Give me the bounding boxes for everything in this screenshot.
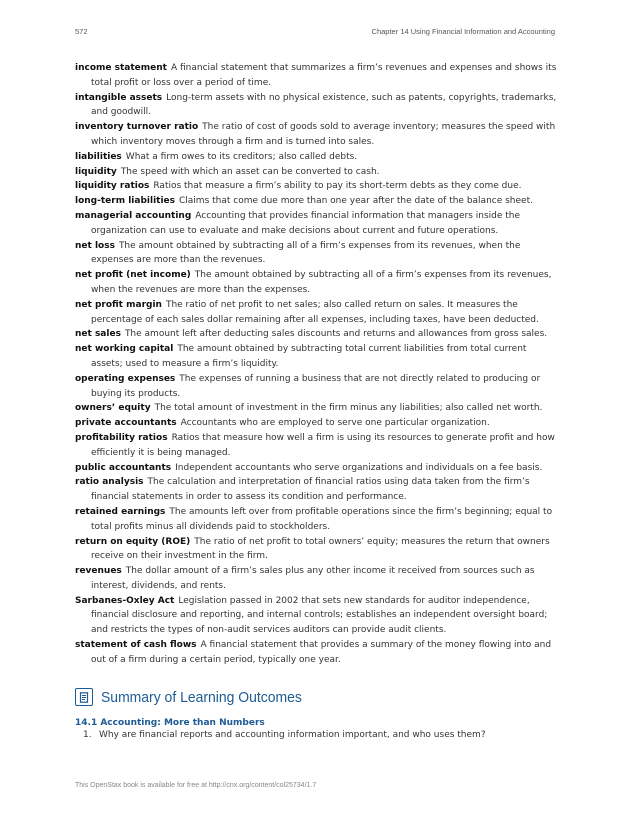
- glossary-definition: The speed with which an asset can be converted to cash.: [120, 166, 380, 177]
- glossary-definition: Accounting that provides financial information that managers inside the organization can use to evaluate and make decisions about current and future operations.: [91, 210, 521, 236]
- glossary-term: managerial accounting: [75, 210, 192, 221]
- glossary-entry: [75, 298, 557, 328]
- glossary-definition: The amount obtained by subtracting all of a firm’s expenses from its revenues, when the expenses are more than the revenues.: [91, 240, 521, 266]
- glossary-entry: [75, 638, 557, 668]
- chapter-title: Chapter 14 Using Financial Information and Accounting: [371, 27, 555, 36]
- glossary-definition: Legislation passed in 2002 that sets new standards for auditor independence, financial disclosure and reporting, and internal controls; establishes an independent oversight board; and restricts the types of non-audit services auditors can provide audit clients.: [91, 595, 548, 636]
- question-number: 1.: [83, 730, 92, 740]
- glossary-entry: [75, 268, 557, 298]
- glossary-entry: [75, 194, 557, 209]
- glossary-term: ratio analysis: [75, 477, 144, 488]
- glossary-entry: [75, 416, 557, 431]
- glossary-term: net profit (net income): [75, 270, 191, 281]
- glossary-definition: Accountants who are employed to serve one particular organization.: [180, 418, 490, 429]
- glossary-term: net working capital: [75, 344, 174, 355]
- glossary-entry: [75, 120, 557, 150]
- glossary-entry: [75, 327, 557, 342]
- glossary-term: return on equity (ROE): [75, 536, 191, 547]
- glossary-term: public accountants: [75, 462, 172, 473]
- glossary-term: intangible assets: [75, 92, 163, 103]
- glossary-term: revenues: [75, 566, 122, 577]
- glossary-entry: [75, 461, 557, 476]
- glossary-term: owners’ equity: [75, 403, 151, 414]
- glossary-definition: A financial statement that summarizes a firm’s revenues and expenses and shows its total profit or loss over a period of time.: [91, 63, 557, 88]
- glossary-definition: The expenses of running a business that are not directly related to producing or buying its products.: [91, 373, 541, 399]
- glossary-term: liquidity ratios: [75, 181, 150, 192]
- glossary-entry: [75, 165, 557, 180]
- glossary-term: liabilities: [75, 151, 122, 162]
- glossary-entry: [75, 475, 557, 505]
- glossary-entry: [75, 535, 557, 565]
- document-icon: [75, 688, 93, 706]
- glossary-entry: [75, 505, 557, 535]
- glossary-term: net loss: [75, 240, 115, 251]
- glossary-term: long-term liabilities: [75, 196, 175, 207]
- glossary-definition: A financial statement that provides a summary of the money flowing into and out of a firm during a certain period, typically one year.: [91, 640, 552, 665]
- glossary-term: private accountants: [75, 418, 177, 429]
- question-item: [75, 730, 557, 740]
- glossary-term: net sales: [75, 329, 121, 340]
- glossary-definition: Independent accountants who serve organizations and individuals on a fee basis.: [175, 462, 543, 473]
- glossary-entry: [75, 209, 557, 239]
- glossary-definition: Long-term assets with no physical existence, such as patents, copyrights, trademarks, and goodwill.: [91, 92, 557, 118]
- glossary-entry: [75, 431, 557, 461]
- glossary-definition: Ratios that measure how well a firm is using its resources to generate profit and how efficiently it is being managed.: [91, 432, 555, 458]
- glossary-term: inventory turnover ratio: [75, 122, 199, 133]
- summary-header: [75, 684, 557, 710]
- glossary-entry: [75, 372, 557, 402]
- glossary-entry: [75, 61, 557, 91]
- glossary-entry: [75, 594, 557, 638]
- summary-title: Summary of Learning Outcomes: [101, 688, 302, 706]
- glossary-definition: The amount left after deducting sales discounts and returns and allowances from gross sales.: [124, 329, 548, 340]
- glossary-definition: The ratio of net profit to net sales; also called return on sales. It measures the percentage of each sales dollar remaining after all expenses, including taxes, have been deducted.: [91, 299, 539, 325]
- page-header: [75, 27, 555, 36]
- glossary-definition: The calculation and interpretation of financial ratios using data taken from the firm’s financial statements in order to assess its condition and performance.: [91, 477, 530, 503]
- glossary-entry: [75, 564, 557, 594]
- glossary-term: net profit margin: [75, 299, 162, 310]
- glossary-definition: The amounts left over from profitable operations since the firm’s beginning; equal to total profits minus all dividends paid to stockholders.: [91, 506, 553, 532]
- glossary-list: [75, 61, 557, 668]
- glossary-definition: The amount obtained by subtracting all of a firm’s expenses from its revenues, when the revenues are more than the expenses.: [91, 270, 552, 295]
- page-number: 572: [75, 27, 88, 36]
- glossary-term: profitability ratios: [75, 432, 168, 443]
- glossary-definition: Claims that come due more than one year after the date of the balance sheet.: [179, 196, 533, 207]
- glossary-term: operating expenses: [75, 373, 176, 384]
- glossary-definition: The ratio of net profit to total owners’ equity; measures the return that owners receive on their investment in the firm.: [91, 536, 550, 562]
- glossary-entry: [75, 179, 557, 194]
- glossary-entry: [75, 150, 557, 165]
- glossary-term: retained earnings: [75, 506, 166, 517]
- glossary-definition: The amount obtained by subtracting total current liabilities from total current assets; used to measure a firm’s liquidity.: [91, 344, 527, 369]
- glossary-entry: [75, 239, 557, 269]
- glossary-term: Sarbanes-Oxley Act: [75, 595, 175, 606]
- glossary-entry: [75, 342, 557, 372]
- glossary-term: liquidity: [75, 166, 117, 177]
- glossary-definition: The dollar amount of a firm’s sales plus any other income it received from sources such as interest, dividends, and rents.: [91, 566, 535, 591]
- glossary-definition: The ratio of cost of goods sold to average inventory; measures the speed with which inventory moves through a firm and is turned into sales.: [91, 122, 556, 147]
- glossary-definition: Ratios that measure a firm’s ability to pay its short-term debts as they come due.: [153, 181, 522, 192]
- question-text: Why are financial reports and accounting information important, and who uses them?: [99, 730, 486, 740]
- glossary-definition: The total amount of investment in the firm minus any liabilities; also called net worth.: [154, 403, 543, 414]
- glossary-term: statement of cash flows: [75, 640, 197, 651]
- glossary-entry: [75, 401, 557, 416]
- section-title: 14.1 Accounting: More than Numbers: [75, 718, 265, 728]
- glossary-definition: What a firm owes to its creditors; also called debts.: [125, 151, 358, 162]
- glossary-term: income statement: [75, 63, 167, 73]
- glossary-entry: [75, 91, 557, 121]
- page-footer: This OpenStax book is available for free at http://cnx.org/content/col25734/1.7: [75, 782, 317, 789]
- summary-section: [75, 684, 557, 740]
